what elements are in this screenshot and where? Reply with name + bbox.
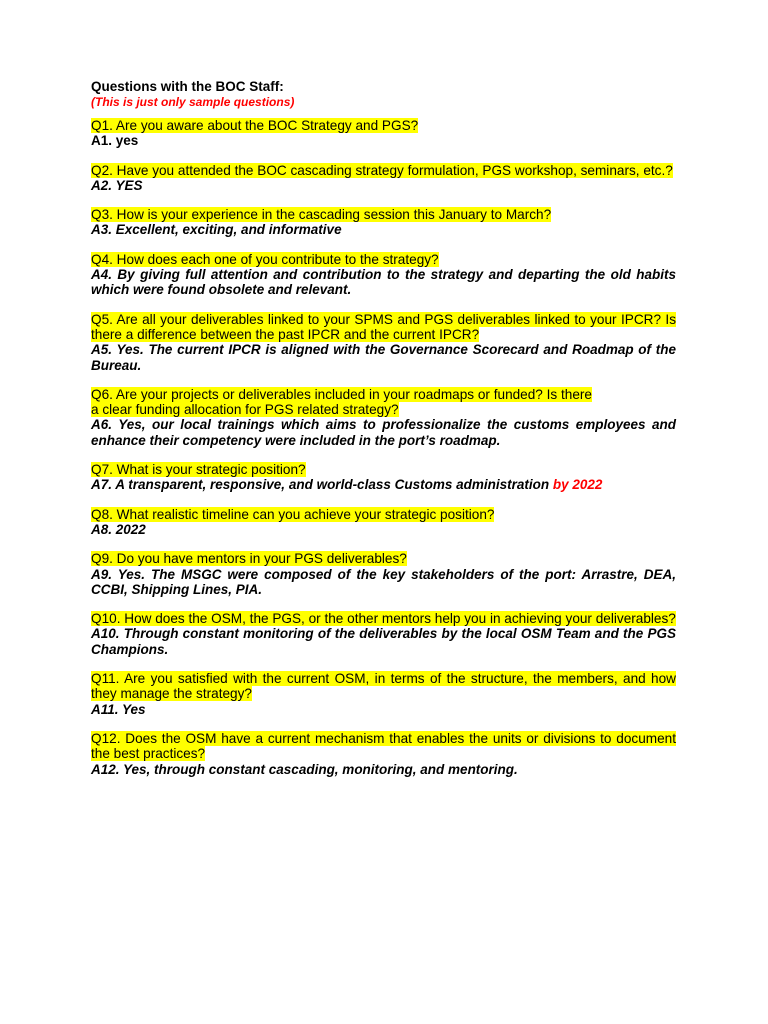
answer-3: A3. Excellent, exciting, and informative [91, 222, 342, 238]
answer-1: A1. yes [91, 133, 139, 149]
question-1-text: Q1. Are you aware about the BOC Strategy and PGS? [91, 118, 419, 133]
document-subtitle: (This is just only sample questions) [91, 95, 295, 109]
question-8-text: Q8. What realistic timeline can you achieve your strategic position? [91, 506, 495, 522]
answer-11: A11. Yes [91, 701, 146, 717]
question-4 [91, 252, 676, 267]
qa-item-5 [91, 312, 676, 373]
question-11 [91, 671, 676, 702]
question-12-text: Q12. Does the OSM have a current mechanism that enables the units or divisions to document the best practices? [91, 730, 676, 762]
answer-5: A5. Yes. The current IPCR is aligned with the Governance Scorecard and Roadmap of the Bureau. [91, 342, 676, 373]
question-6-line-2: a clear funding allocation for PGS related strategy? [91, 402, 399, 418]
question-11-text: Q11. Are you satisfied with the current OSM, in terms of the structure, the members, and how they manage the strategy? [91, 671, 676, 702]
question-3 [91, 207, 676, 222]
answer-6: A6. Yes, our local trainings which aims to professionalize the customs employees and enhance their competency were included in the port’s roadmap. [91, 417, 676, 448]
question-6 [91, 387, 676, 418]
qa-item-4 [91, 252, 676, 298]
question-7 [91, 462, 676, 477]
question-5-text: Q5. Are all your deliverables linked to your SPMS and PGS deliverables linked to your IPCR? Is there a difference between the past IPCR and the current IPCR? [91, 311, 676, 342]
document-title: Questions with the BOC Staff: [91, 79, 284, 94]
qa-item-3 [91, 207, 676, 238]
answer-7-highlight-red: by 2022 [552, 477, 603, 493]
question-2 [91, 163, 676, 178]
question-4-text: Q4. How does each one of you contribute to the strategy? [91, 251, 439, 267]
qa-item-2 [91, 163, 676, 194]
qa-item-9 [91, 551, 676, 597]
question-12 [91, 731, 676, 762]
question-5 [91, 312, 676, 343]
answer-9: A9. Yes. The MSGC were composed of the key stakeholders of the port: Arrastre, DEA, CCBI, Shipping Lines, PIA. [91, 566, 676, 597]
question-7-text: Q7. What is your strategic position? [91, 462, 306, 478]
qa-item-1 [91, 118, 676, 149]
qa-item-8 [91, 507, 676, 538]
answer-7-text: A7. A transparent, responsive, and world-class Customs administration [91, 477, 550, 493]
qa-item-11 [91, 671, 676, 717]
question-6-line-1: Q6. Are your projects or deliverables included in your roadmaps or funded? Is there [91, 386, 592, 402]
qa-item-7 [91, 462, 676, 493]
question-3-text: Q3. How is your experience in the cascading session this January to March? [91, 207, 552, 223]
qa-item-6 [91, 387, 676, 448]
question-9-text: Q9. Do you have mentors in your PGS deliverables? [91, 551, 407, 567]
answer-12: A12. Yes, through constant cascading, monitoring, and mentoring. [91, 761, 518, 777]
question-1 [91, 118, 676, 133]
question-10 [91, 611, 676, 626]
question-8 [91, 507, 676, 522]
qa-item-12 [91, 731, 676, 777]
qa-item-10 [91, 611, 676, 657]
question-10-text: Q10. How does the OSM, the PGS, or the other mentors help you in achieving your deliverables? [91, 611, 676, 627]
answer-10: A10. Through constant monitoring of the deliverables by the local OSM Team and the PGS Champions. [91, 626, 676, 657]
question-2-text: Q2. Have you attended the BOC cascading strategy formulation, PGS workshop, seminars, etc.? [91, 162, 673, 178]
question-9 [91, 551, 676, 566]
answer-7 [91, 477, 676, 492]
answer-4: A4. By giving full attention and contribution to the strategy and departing the old habits which were found obsolete and relevant. [91, 267, 676, 298]
answer-8: A8. 2022 [91, 521, 146, 537]
answer-2: A2. YES [91, 177, 143, 193]
